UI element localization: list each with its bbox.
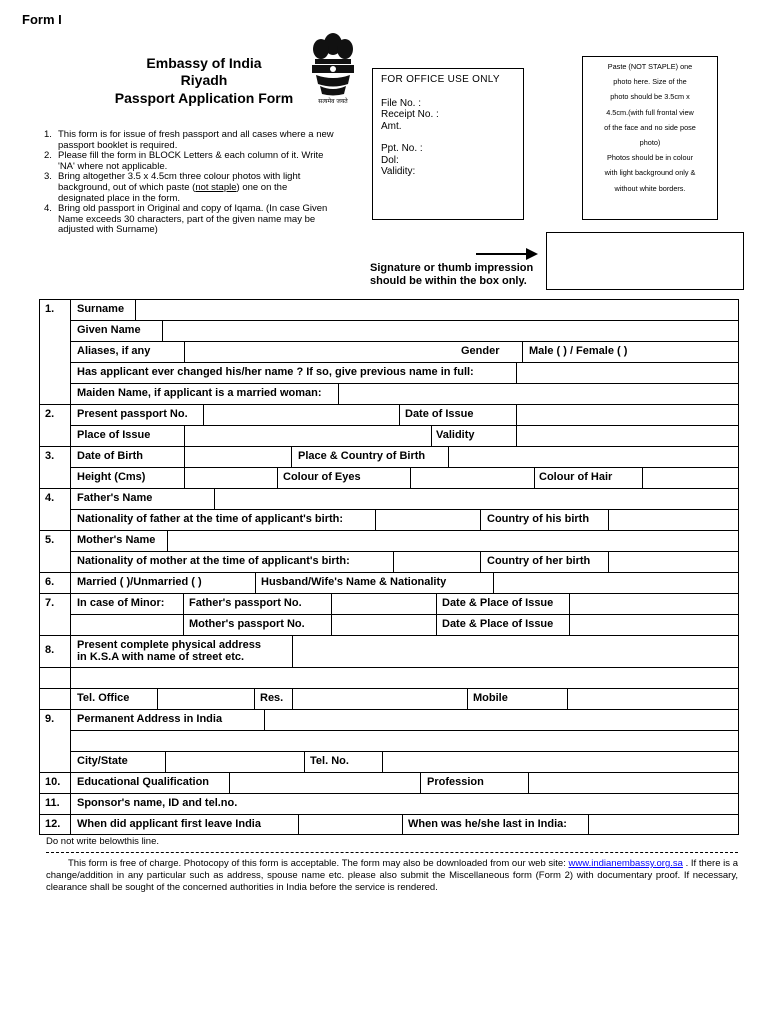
date-of-issue-field[interactable] [517, 405, 738, 425]
do-not-write-note: Do not write belowthis line. [46, 836, 159, 847]
place-of-issue-field[interactable] [185, 426, 431, 446]
father-passport-label: Father's passport No. [189, 597, 302, 609]
minor-label: In case of Minor: [77, 597, 165, 609]
row-number: 11. [45, 797, 60, 809]
photo-note-line: Paste (NOT STAPLE) one [607, 62, 693, 71]
aliases-field[interactable] [185, 342, 455, 362]
tel-office-field[interactable] [158, 689, 254, 709]
emblem-caption: सत्यमेव जयते [318, 98, 348, 105]
row-number: 12. [45, 818, 61, 830]
row-number: 3. [45, 450, 55, 462]
mothers-name-field[interactable] [168, 531, 738, 551]
office-use-box [372, 68, 524, 220]
place-of-issue-label: Place of Issue [77, 429, 151, 441]
mobile-label: Mobile [473, 692, 508, 704]
first-leave-field[interactable] [299, 815, 402, 834]
mother-nationality-label: Nationality of mother at the time of applicant's birth: [77, 555, 350, 567]
given-name-field[interactable] [163, 321, 738, 341]
instruction-item: 4. Bring old passport in Original and copy of Iqama. (In case Given Name exceeds 30 characters, part of the given name may be adjusted with Surname) [44, 203, 328, 236]
father-passport-issue-label: Date & Place of Issue [442, 597, 554, 609]
father-country-field[interactable] [609, 510, 738, 530]
validity-field[interactable] [517, 426, 738, 446]
row-number: 10. [45, 776, 61, 788]
first-leave-label: When did applicant first leave India [77, 818, 261, 830]
mobile-field[interactable] [568, 689, 738, 709]
date-of-issue-label: Date of Issue [405, 408, 474, 420]
embassy-title: Embassy of India [146, 55, 262, 71]
row-number: 8. [45, 644, 55, 656]
tel-no-label: Tel. No. [310, 755, 349, 767]
ksa-address-field[interactable] [293, 636, 738, 688]
dol-label: Dol: [381, 154, 399, 166]
validity-label: Validity [436, 429, 475, 441]
instruction-item: 2. Please fill the form in BLOCK Letters & each column of it. Write 'NA' where not applicable. [44, 150, 324, 172]
mother-passport-label: Mother's passport No. [189, 618, 305, 630]
row-number: 9. [45, 713, 55, 725]
father-passport-field[interactable] [332, 594, 436, 614]
photo-note-line: photo here. Size of the [613, 77, 687, 87]
place-of-birth-field[interactable] [449, 447, 738, 467]
mothers-name-label: Mother's Name [77, 534, 156, 546]
photo-note-line: of the face and no side pose [604, 122, 696, 132]
father-passport-issue-field[interactable] [570, 594, 738, 614]
previous-name-field[interactable] [517, 363, 738, 383]
form-label: Form I [22, 12, 62, 27]
permanent-address-field[interactable] [265, 710, 738, 751]
row-number: 4. [45, 492, 55, 504]
national-emblem-icon [306, 26, 360, 106]
surname-label: Surname [77, 303, 125, 315]
height-label: Height (Cms) [77, 471, 146, 483]
photo-note-line: with light background only & [604, 168, 696, 178]
maiden-name-label: Maiden Name, if applicant is a married woman: [77, 387, 322, 399]
date-of-birth-field[interactable] [185, 447, 291, 467]
form-title: Passport Application Form [114, 90, 294, 106]
mother-country-label: Country of her birth [487, 555, 591, 567]
mother-passport-issue-field[interactable] [570, 615, 738, 635]
maiden-name-field[interactable] [339, 384, 738, 404]
photo-note-line: 4.5cm.(with full frontal view [606, 107, 694, 117]
profession-field[interactable] [529, 773, 738, 793]
fathers-name-label: Father's Name [77, 492, 153, 504]
photo-note-line: Photos should be in colour [607, 153, 693, 163]
eye-colour-label: Colour of Eyes [283, 471, 361, 483]
ppt-no-label: Ppt. No. : [381, 143, 423, 154]
row-number: 5. [45, 534, 55, 546]
city-state-label: City/State [77, 755, 128, 767]
website-link[interactable]: www.indianembassy.org.sa [568, 858, 683, 869]
photo-note-line: photo should be 3.5cm x [610, 92, 690, 102]
footer-note: This form is free of charge. Photocopy of this form is acceptable. The form may also be downloaded from our web site: www.indianembassy.org.sa . If there is a change/addition in any particular such as address, spouse name etc. please also submit the Miscellaneous form (Form 2) with documentary proof. If necessary, clearance shall be sought of the concerned authorities in India before the service is rendered. [46, 858, 738, 893]
photo-note-line: without white borders. [614, 183, 686, 193]
mother-passport-field[interactable] [332, 615, 436, 635]
tel-res-field[interactable] [293, 689, 467, 709]
hair-colour-field[interactable] [643, 468, 738, 488]
photo-box[interactable] [582, 56, 718, 220]
file-no-label: File No. : [381, 97, 422, 109]
row-number: 1. [45, 303, 55, 315]
instruction-item: 3. Bring altogether 3.5 x 4.5cm three colour photos with light background, out of which paste (not staple) one on the designated place in the form. [44, 171, 301, 204]
gender-label: Gender [461, 345, 500, 357]
passport-no-field[interactable] [204, 405, 399, 425]
tel-no-field[interactable] [383, 752, 738, 772]
row-number: 7. [45, 597, 55, 609]
photo-note-line: photo) [639, 138, 661, 148]
education-label: Educational Qualification [77, 776, 210, 788]
row-number: 2. [45, 408, 55, 420]
receipt-no-label: Receipt No. : [381, 109, 439, 120]
permanent-address-label: Permanent Address in India [77, 713, 223, 725]
name-change-label: Has applicant ever changed his/her name ? If so, give previous name in full: [77, 366, 474, 378]
mother-nationality-field[interactable] [394, 552, 480, 572]
signature-box[interactable] [546, 232, 744, 290]
arrow-right-icon [476, 247, 538, 261]
ksa-address-label: Present complete physical address in K.S.A with name of street etc. [77, 639, 262, 663]
hair-colour-label: Colour of Hair [539, 471, 613, 483]
aliases-label: Aliases, if any [77, 345, 151, 357]
city-title: Riyadh [180, 72, 228, 88]
education-field[interactable] [230, 773, 420, 793]
row-number: 6. [45, 576, 55, 588]
application-form-grid [39, 299, 739, 835]
signature-note: Signature or thumb impression should be within the box only. [370, 262, 534, 287]
given-name-label: Given Name [77, 324, 141, 336]
last-in-india-label: When was he/she last in India: [408, 818, 567, 830]
amt-label: Amt. [381, 120, 402, 132]
spouse-name-label: Husband/Wife's Name & Nationality [261, 576, 447, 588]
father-nationality-field[interactable] [376, 510, 480, 530]
father-country-label: Country of his birth [487, 513, 590, 525]
tel-office-label: Tel. Office [77, 692, 130, 704]
eye-colour-field[interactable] [411, 468, 534, 488]
height-field[interactable] [185, 468, 277, 488]
sponsor-label: Sponsor's name, ID and tel.no. [77, 797, 238, 809]
father-nationality-label: Nationality of father at the time of applicant's birth: [77, 513, 344, 525]
tel-res-label: Res. [260, 692, 284, 704]
cut-line [46, 852, 738, 853]
fathers-name-field[interactable] [215, 489, 738, 509]
marital-status-label: Married ( )/Unmarried ( ) [77, 576, 202, 588]
spouse-name-field[interactable] [494, 573, 738, 593]
city-state-field[interactable] [166, 752, 304, 772]
mother-country-field[interactable] [609, 552, 738, 572]
validity-label: Validity: [381, 166, 416, 177]
gender-options[interactable]: Male ( ) / Female ( ) [529, 345, 628, 357]
instruction-item: 1. This form is for issue of fresh passport and all cases where a new passport booklet is required. [44, 129, 334, 151]
place-country-birth-label: Place & Country of Birth [298, 450, 426, 462]
mother-passport-issue-label: Date & Place of Issue [442, 618, 554, 630]
profession-label: Profession [427, 776, 484, 788]
date-of-birth-label: Date of Birth [77, 450, 143, 462]
instructions-list [44, 130, 334, 236]
surname-field[interactable] [136, 300, 738, 320]
present-passport-label: Present passport No. [77, 408, 188, 420]
last-in-india-field[interactable] [589, 815, 738, 834]
office-use-title: FOR OFFICE USE ONLY [381, 74, 500, 85]
